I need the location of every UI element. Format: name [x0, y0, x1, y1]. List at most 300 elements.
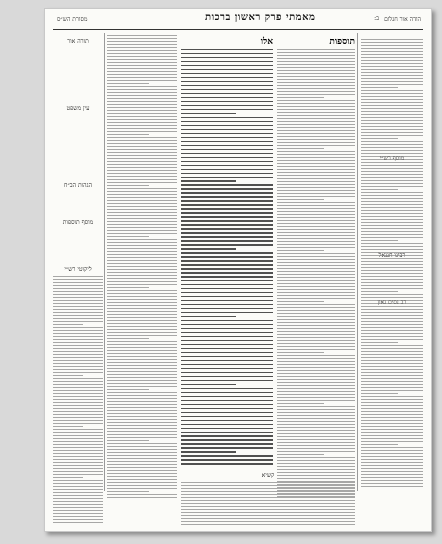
text-line [361, 450, 423, 451]
text-line [181, 244, 273, 245]
text-line [277, 331, 355, 332]
text-line [277, 229, 355, 230]
text-line [107, 395, 177, 396]
text-line [181, 117, 273, 118]
text-line [361, 369, 423, 370]
text-line [181, 316, 236, 317]
text-line [107, 173, 177, 174]
text-line [361, 189, 398, 190]
text-line [361, 444, 398, 445]
text-line [53, 453, 103, 454]
text-line [361, 72, 423, 73]
text-line [277, 199, 324, 200]
text-line [361, 402, 423, 403]
text-line [277, 232, 355, 233]
text-line [107, 248, 177, 249]
text-line [277, 241, 355, 242]
text-line [277, 457, 355, 458]
text-line [361, 207, 423, 208]
text-line [181, 105, 273, 106]
text-line [361, 387, 423, 388]
text-line [361, 372, 423, 373]
text-line [277, 433, 355, 434]
text-line [277, 421, 355, 422]
page-header [45, 9, 431, 31]
text-line [53, 372, 103, 373]
right-commentary-text [361, 39, 423, 509]
text-line [107, 458, 177, 459]
text-line [53, 486, 103, 487]
column-divider [104, 33, 105, 491]
text-line [181, 340, 273, 341]
text-line [277, 142, 355, 143]
text-line [181, 368, 273, 369]
text-line [53, 465, 103, 466]
text-line [181, 161, 273, 162]
text-line [181, 133, 273, 134]
text-line [181, 288, 273, 289]
text-line [107, 218, 177, 219]
text-line [181, 109, 273, 110]
text-line [181, 328, 273, 329]
text-line [107, 344, 177, 345]
text-line [277, 250, 324, 251]
text-line [361, 66, 423, 67]
text-line [277, 106, 355, 107]
text-line [277, 403, 324, 404]
text-line [107, 446, 177, 447]
text-line [361, 240, 398, 241]
text-line [277, 154, 355, 155]
text-line [277, 301, 324, 302]
text-line [107, 452, 177, 453]
text-line [107, 467, 177, 468]
text-line [181, 304, 273, 305]
text-line [107, 278, 177, 279]
text-line [181, 204, 273, 205]
text-line [361, 336, 423, 337]
text-line [107, 194, 177, 195]
text-line [53, 489, 103, 490]
text-line [107, 74, 177, 75]
text-line [361, 486, 423, 487]
text-line [53, 330, 103, 331]
tosafot-column [277, 35, 355, 515]
text-line [361, 237, 423, 238]
text-line [107, 245, 177, 246]
text-line [277, 148, 324, 149]
text-line [181, 348, 273, 349]
text-line [361, 78, 423, 79]
text-line [107, 479, 177, 480]
text-line [361, 174, 423, 175]
text-line [53, 408, 103, 409]
text-line [53, 363, 103, 364]
text-line [181, 463, 273, 464]
text-line [107, 455, 177, 456]
text-line [181, 97, 273, 98]
text-line [107, 428, 177, 429]
gemara-bold-word: אלו [260, 37, 273, 47]
text-line [361, 453, 423, 454]
text-line [181, 184, 273, 185]
text-line [361, 213, 423, 214]
text-line [361, 75, 423, 76]
text-line [277, 442, 355, 443]
text-line [277, 277, 355, 278]
text-line [53, 393, 103, 394]
text-line [107, 185, 149, 186]
text-line [277, 307, 355, 308]
text-line [277, 217, 355, 218]
text-line [361, 96, 423, 97]
text-line [53, 435, 103, 436]
text-line [277, 349, 355, 350]
text-line [181, 439, 273, 440]
text-line [277, 427, 355, 428]
text-line [107, 68, 177, 69]
text-line [181, 312, 273, 313]
text-line [361, 261, 423, 262]
text-line [277, 211, 355, 212]
text-line [277, 58, 355, 59]
text-line [361, 141, 423, 142]
text-line [181, 300, 273, 301]
text-line [107, 419, 177, 420]
text-line [277, 145, 355, 146]
text-line [53, 477, 83, 478]
text-line [107, 35, 177, 36]
text-line [181, 240, 273, 241]
text-line [107, 335, 177, 336]
margin-heading: עין משפט [66, 105, 90, 112]
text-line [361, 45, 423, 46]
text-line [53, 306, 103, 307]
text-line [53, 492, 103, 493]
text-line [361, 309, 423, 310]
text-line [277, 76, 355, 77]
text-line [53, 279, 103, 280]
header-right-label: הודה אור חגלום [384, 16, 421, 23]
text-line [181, 65, 273, 66]
text-line [277, 373, 355, 374]
text-line [277, 130, 355, 131]
text-line [107, 350, 177, 351]
text-line [277, 286, 355, 287]
text-line [361, 342, 398, 343]
text-line [277, 418, 355, 419]
text-line [53, 438, 103, 439]
text-line [53, 291, 103, 292]
text-line [107, 494, 177, 495]
text-line [277, 175, 355, 176]
text-line [361, 327, 423, 328]
text-line [277, 292, 355, 293]
text-line [181, 488, 355, 489]
text-line [107, 266, 177, 267]
text-line [277, 235, 355, 236]
text-line [53, 510, 103, 511]
text-line [107, 476, 177, 477]
text-line [181, 212, 273, 213]
text-line [181, 169, 273, 170]
text-line [53, 513, 103, 514]
text-line [107, 38, 177, 39]
text-line [181, 73, 273, 74]
text-line [361, 183, 423, 184]
text-line [53, 321, 103, 322]
text-line [107, 110, 177, 111]
text-line [277, 100, 355, 101]
text-line [53, 462, 103, 463]
text-line [107, 113, 177, 114]
text-line [107, 323, 177, 324]
text-line [277, 439, 355, 440]
text-line [53, 417, 103, 418]
text-line [361, 162, 423, 163]
text-line [277, 430, 355, 431]
text-line [361, 114, 423, 115]
text-line [181, 268, 273, 269]
text-line [361, 297, 423, 298]
text-line [107, 320, 177, 321]
text-line [181, 447, 273, 448]
text-line [53, 288, 103, 289]
text-line [107, 311, 177, 312]
text-line [361, 318, 423, 319]
text-line [277, 283, 355, 284]
text-line [53, 501, 103, 502]
text-line [53, 366, 103, 367]
text-line [361, 153, 423, 154]
text-line [361, 246, 423, 247]
text-line [277, 409, 355, 410]
text-line [107, 293, 177, 294]
text-line [277, 334, 355, 335]
text-line [181, 125, 273, 126]
text-line [107, 47, 177, 48]
text-line [277, 262, 355, 263]
text-line [107, 230, 177, 231]
text-line [181, 515, 355, 516]
text-line [361, 363, 423, 364]
text-line [277, 121, 355, 122]
text-line [53, 315, 103, 316]
text-line [181, 308, 273, 309]
text-line [107, 326, 177, 327]
text-line [361, 462, 423, 463]
text-line [277, 151, 355, 152]
text-line [181, 509, 355, 510]
text-line [107, 302, 177, 303]
text-line [53, 414, 103, 415]
text-line [107, 410, 177, 411]
text-line [181, 272, 273, 273]
text-line [361, 252, 423, 253]
text-line [361, 333, 423, 334]
text-line [107, 440, 149, 441]
text-line [277, 406, 355, 407]
text-line [277, 172, 355, 173]
text-line [361, 474, 423, 475]
text-line [107, 263, 177, 264]
talmud-page [44, 8, 432, 532]
text-line [107, 53, 177, 54]
text-line [107, 485, 177, 486]
text-line [361, 321, 423, 322]
text-line [181, 435, 273, 436]
text-line [361, 354, 423, 355]
text-line [107, 197, 177, 198]
text-line [107, 56, 177, 57]
text-line [107, 59, 177, 60]
text-line [181, 372, 273, 373]
text-line [277, 133, 355, 134]
text-line [277, 265, 355, 266]
text-line [277, 82, 355, 83]
text-line [53, 456, 103, 457]
text-line [107, 101, 177, 102]
text-line [361, 468, 423, 469]
margin-heading: הגהות הב״ח [63, 182, 93, 189]
margin-heading: מוסף תוספות [62, 219, 94, 226]
text-line [181, 408, 273, 409]
text-line [277, 208, 355, 209]
text-line [181, 121, 273, 122]
text-line [107, 83, 149, 84]
text-line [277, 388, 355, 389]
text-line [361, 198, 423, 199]
text-line [107, 236, 149, 237]
text-line [181, 491, 355, 492]
text-line [107, 212, 177, 213]
text-line [277, 136, 355, 137]
text-line [277, 214, 355, 215]
text-line [277, 238, 355, 239]
text-line [277, 109, 355, 110]
text-line [53, 381, 103, 382]
text-line [107, 203, 177, 204]
text-line [277, 190, 355, 191]
text-line [181, 165, 273, 166]
text-line [107, 281, 177, 282]
text-line [361, 48, 423, 49]
text-line [107, 257, 177, 258]
text-line [107, 308, 177, 309]
text-line [181, 521, 355, 522]
tosafot-opening-word: תוספות [329, 37, 355, 47]
text-line [361, 165, 423, 166]
text-line [181, 260, 273, 261]
text-line [107, 416, 177, 417]
text-line [277, 298, 355, 299]
text-line [53, 387, 103, 388]
text-line [107, 488, 177, 489]
text-line [53, 444, 103, 445]
text-line [181, 432, 273, 433]
text-line [181, 443, 273, 444]
text-line [361, 102, 423, 103]
text-line [107, 62, 177, 63]
text-line [361, 264, 423, 265]
text-line [361, 42, 423, 43]
text-line [53, 369, 103, 370]
text-line [361, 339, 423, 340]
text-line [181, 180, 236, 181]
text-line [181, 220, 273, 221]
text-line [181, 455, 273, 456]
text-line [361, 126, 423, 127]
text-line [53, 318, 103, 319]
text-line [277, 415, 355, 416]
text-line [277, 178, 355, 179]
text-line [107, 407, 177, 408]
text-line [107, 116, 177, 117]
text-line [53, 342, 103, 343]
text-line [181, 196, 273, 197]
text-line [277, 424, 355, 425]
text-line [361, 231, 423, 232]
text-line [53, 459, 103, 460]
text-line [181, 384, 236, 385]
text-line [53, 357, 103, 358]
text-line [53, 282, 103, 283]
text-line [361, 357, 423, 358]
text-line [107, 362, 177, 363]
text-line [107, 50, 177, 51]
text-line [107, 128, 177, 129]
text-line [361, 180, 423, 181]
text-line [361, 150, 423, 151]
text-line [361, 381, 423, 382]
text-line [107, 431, 177, 432]
text-line [277, 346, 355, 347]
text-line [361, 87, 398, 88]
text-line [181, 420, 273, 421]
text-line [181, 500, 355, 501]
text-line [53, 396, 103, 397]
text-line [53, 285, 103, 286]
text-line [277, 124, 355, 125]
text-line [53, 390, 103, 391]
text-line [361, 435, 423, 436]
text-line [361, 93, 423, 94]
text-line [107, 161, 177, 162]
text-line [361, 420, 423, 421]
text-line [277, 391, 355, 392]
text-line [181, 424, 273, 425]
text-line [53, 300, 103, 301]
text-line [107, 170, 177, 171]
text-line [107, 371, 177, 372]
text-line [361, 195, 423, 196]
text-line [277, 355, 355, 356]
text-line [107, 206, 177, 207]
text-line [181, 232, 273, 233]
text-line [361, 411, 423, 412]
text-line [53, 294, 103, 295]
text-line [277, 436, 355, 437]
text-line [277, 220, 355, 221]
text-line [181, 153, 273, 154]
text-line [277, 85, 355, 86]
text-line [53, 519, 103, 520]
text-line [53, 468, 103, 469]
text-line [361, 135, 423, 136]
text-line [53, 423, 103, 424]
text-line [361, 216, 423, 217]
text-line [53, 336, 103, 337]
